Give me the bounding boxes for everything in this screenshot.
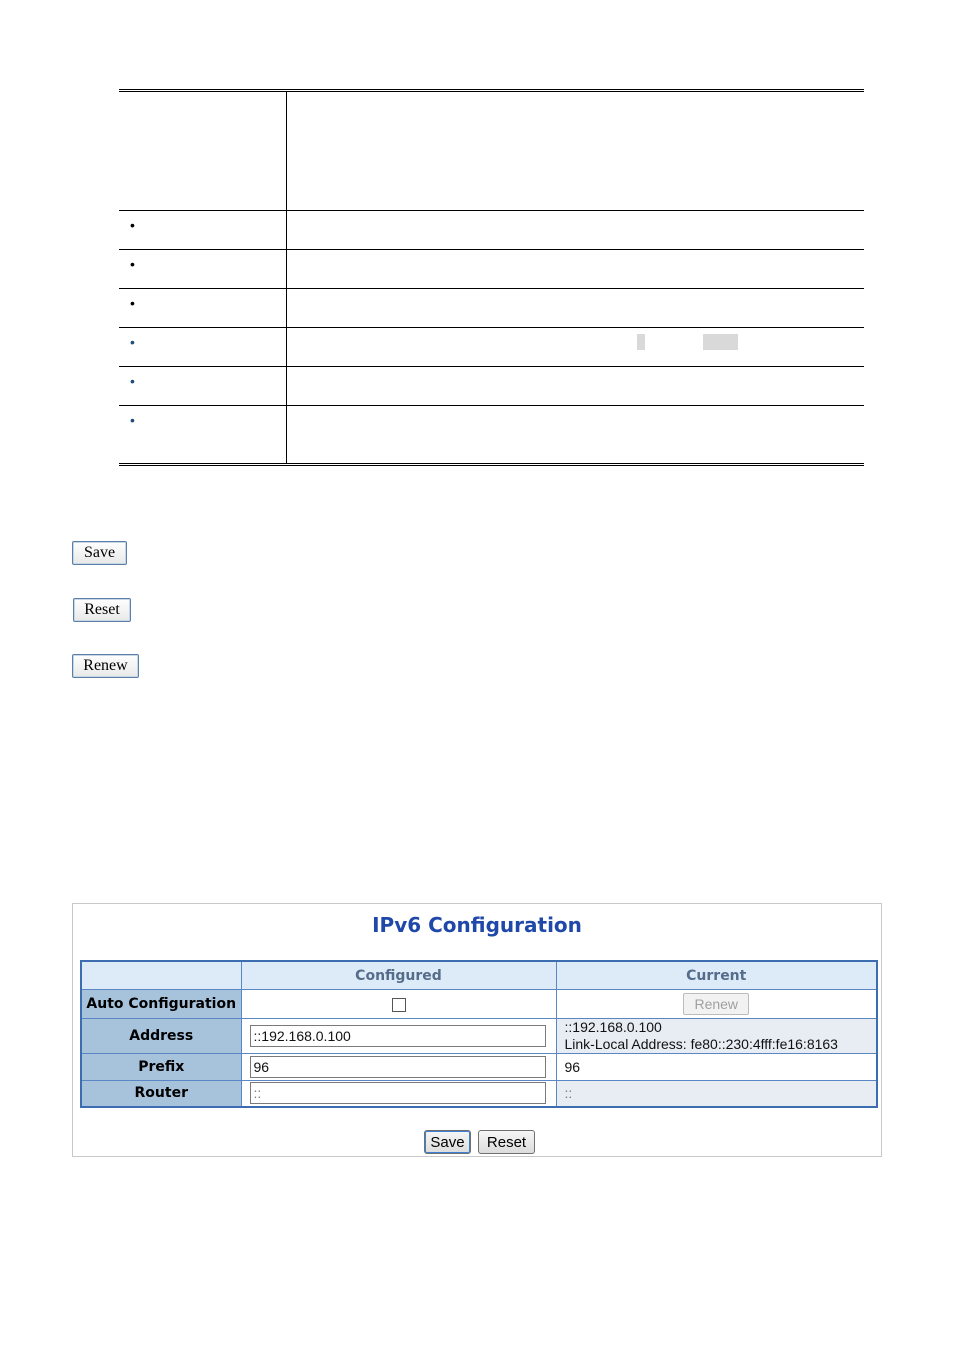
table-cell [556,990,877,1019]
current-address-value: ::192.168.0.100 [564,1019,662,1035]
row-label-router: Router [81,1081,241,1107]
renew-button-image[interactable]: Renew [72,654,139,678]
current-address-cell [556,1019,877,1054]
ipv6-config-table [80,960,878,1108]
reset-button[interactable]: Reset [478,1130,535,1154]
table-row [119,327,864,366]
table-cell [119,250,287,288]
column-header-configured: Configured [241,961,556,990]
table-cell [119,367,287,405]
table-row-prefix [81,1054,877,1081]
table-cell [287,406,864,463]
table-cell [119,406,287,463]
table-cell [287,289,864,327]
table-cell [119,328,287,366]
ipv6-config-panel [72,903,882,1157]
table-row [119,210,864,249]
auto-configuration-checkbox[interactable] [392,998,406,1012]
current-prefix-value: 96 [556,1054,877,1081]
bullet-icon: • [130,256,135,272]
table-row [119,366,864,405]
table-row-auto-configuration [81,990,877,1019]
row-label-prefix: Prefix [81,1054,241,1081]
table-row [119,92,864,210]
router-input[interactable] [250,1082,546,1104]
link-local-address-value: Link-Local Address: fe80::230:4fff:fe16:8163 [564,1036,838,1052]
description-table [119,89,864,466]
bullet-icon: • [130,412,135,428]
table-row-router [81,1081,877,1107]
table-row [119,288,864,327]
bullet-icon: • [130,217,135,233]
reset-button-image[interactable]: Reset [73,598,131,622]
table-cell [287,328,864,366]
table-cell [287,92,864,210]
save-button[interactable]: Save [424,1130,471,1154]
table-row [119,405,864,463]
table-cell [241,1019,556,1054]
table-cell [287,211,864,249]
highlight-mark [637,334,645,350]
table-cell [241,1081,556,1107]
table-cell [119,211,287,249]
current-router-value: :: [556,1081,877,1107]
table-cell [119,92,287,210]
page-title: IPv6 Configuration [372,913,582,937]
table-cell [287,367,864,405]
table-header-row [81,961,877,990]
address-input[interactable] [250,1025,546,1047]
row-label-auto-configuration: Auto Configuration [81,990,241,1019]
table-cell [287,250,864,288]
prefix-input[interactable] [250,1056,546,1078]
save-button-image[interactable]: Save [72,541,127,565]
column-header-current: Current [556,961,877,990]
table-cell [241,990,556,1019]
table-row-address [81,1019,877,1054]
bullet-icon: • [130,295,135,311]
table-cell [241,1054,556,1081]
column-header-blank [81,961,241,990]
table-cell [119,289,287,327]
bullet-icon: • [130,334,135,350]
row-label-address: Address [81,1019,241,1054]
renew-button[interactable]: Renew [683,993,749,1015]
bullet-icon: • [130,373,135,389]
highlight-mark [703,334,738,350]
table-row [119,249,864,288]
